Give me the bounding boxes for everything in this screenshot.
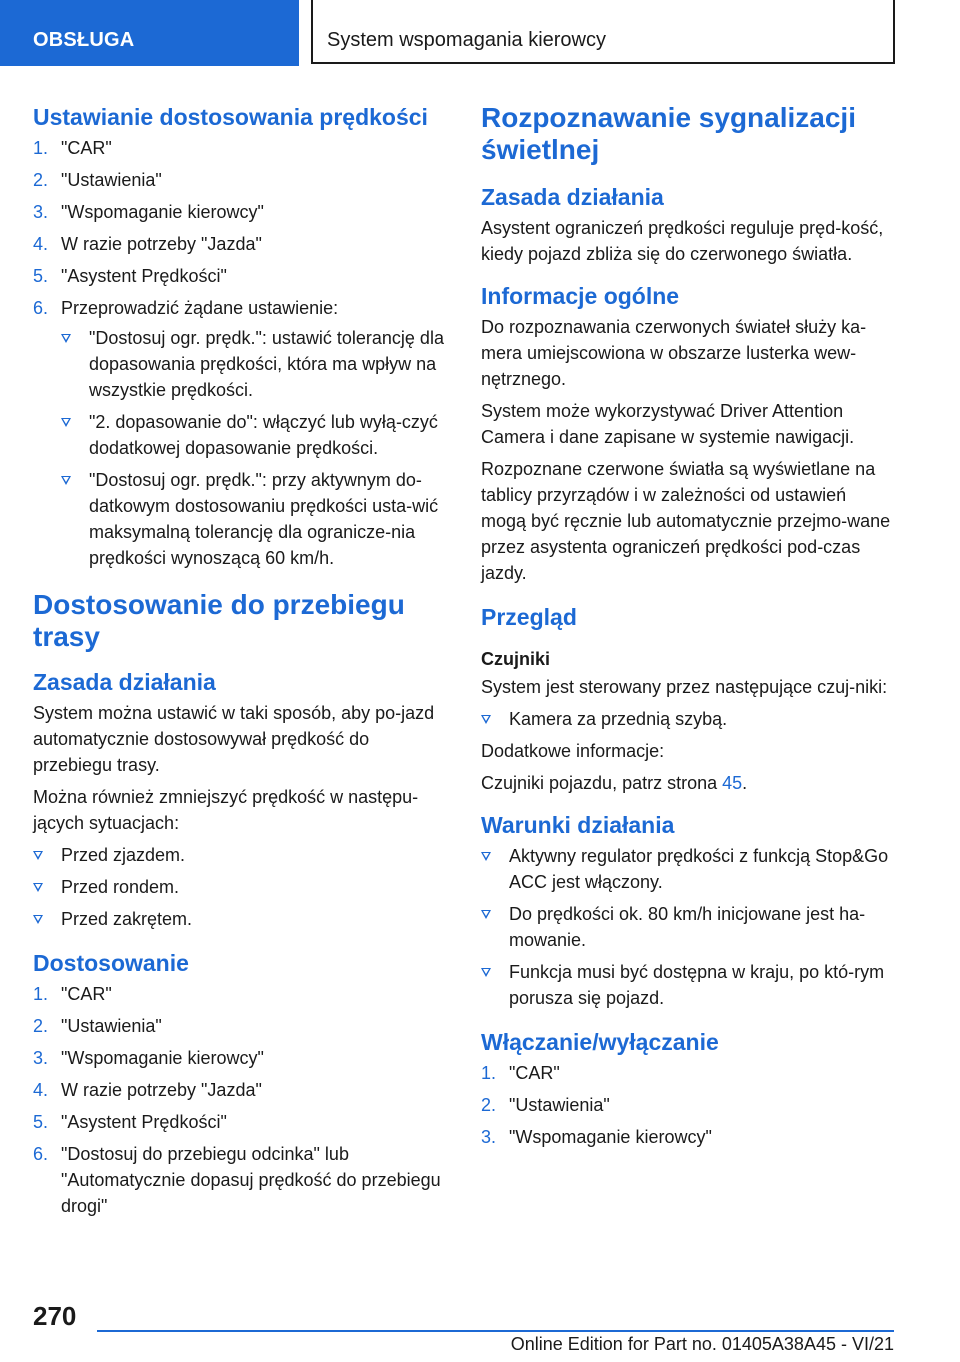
heading-overview: Przegląd: [481, 604, 577, 630]
bullet-text: "Dostosuj ogr. prędk.": przy aktywnym do‐datkowym dostosowaniu prędkości usta‐wić maksymalną tolerancję dla ogranicze‐nia prędkości wynoszącą 60 km/h.: [89, 470, 439, 568]
list-item: [33, 1045, 445, 1071]
bullet-text: "2. dopasowanie do": włączyć lub wyłą‐czyć dodatkowej dopasowanie prędkości.: [89, 412, 438, 458]
triangle-bullet-icon: [481, 852, 491, 861]
step-number: 1.: [33, 984, 49, 1004]
list-item: [33, 1109, 445, 1135]
triangle-bullet-icon: [33, 851, 43, 860]
list-item: [33, 231, 445, 257]
triangle-bullet-icon: [481, 968, 491, 977]
bullet-text: Przed zakrętem.: [61, 909, 193, 929]
step-number: 1.: [481, 1063, 497, 1083]
heading-speed-adjustment: Ustawianie dostosowania prędkości: [33, 104, 428, 130]
edition-note: Online Edition for Part no. 01405A38A45 - VI/21: [510, 1334, 894, 1354]
step-text: "Asystent Prędkości": [61, 1112, 227, 1132]
left-column: [33, 102, 445, 1225]
step-text: Przeprowadzić żądane ustawienie:: [61, 298, 339, 318]
list-item: [33, 1141, 445, 1219]
cross-ref-text: Czujniki pojazdu, patrz strona: [481, 773, 723, 793]
list-item: [61, 409, 445, 461]
step-text: W razie potrzeby "Jazda": [61, 234, 262, 254]
paragraph: System można ustawić w taki sposób, aby po‐jazd automatycznie dostosowywał prędkość do przebiegu trasy.: [33, 703, 435, 775]
step-text: "CAR": [509, 1063, 560, 1083]
step-number: 5.: [33, 1112, 49, 1132]
conditions-list: [481, 843, 893, 1011]
paragraph: Można również zmniejszyć prędkość w następu‐jących sytuacjach:: [33, 787, 419, 833]
list-item: [481, 1124, 893, 1150]
paragraph: Rozpoznane czerwone światła są wyświetlane na tablicy przyrządów i w zależności od ustawień mogą być ręcznie lub automatycznie przejmo‐wane przez asystenta ograniczeń prędkości pod‐czas jazdy.: [481, 459, 891, 583]
chapter-title: System wspomagania kierowcy: [311, 0, 895, 64]
paragraph: System może wykorzystywać Driver Attention Camera i dane zapisane w systemie nawigacji.: [481, 401, 855, 447]
step-text: "Dostosuj do przebiegu odcinka" lub "Automatycznie dopasuj prędkość do przebiegu drogi": [61, 1144, 441, 1216]
list-item: [481, 1092, 893, 1118]
step-text: "Ustawienia": [61, 1016, 162, 1036]
triangle-bullet-icon: [33, 883, 43, 892]
step-text: W razie potrzeby "Jazda": [61, 1080, 262, 1100]
triangle-bullet-icon: [481, 910, 491, 919]
step-text: "Wspomaganie kierowcy": [509, 1127, 712, 1147]
heading-adjustment: Dostosowanie: [33, 950, 189, 976]
step-text: "Wspomaganie kierowcy": [61, 202, 264, 222]
heading-conditions: Warunki działania: [481, 812, 675, 838]
list-item: [481, 901, 893, 953]
step-text: "Ustawienia": [61, 170, 162, 190]
list-item: [33, 199, 445, 225]
paragraph: Asystent ograniczeń prędkości reguluje pręd‐kość, kiedy pojazd zbliża się do czerwonego światła.: [481, 218, 884, 264]
situations-list: [33, 842, 445, 932]
list-item: [481, 843, 893, 895]
heading-sensors: Czujniki: [481, 649, 551, 669]
triangle-bullet-icon: [33, 915, 43, 924]
heading-general-info: Informacje ogólne: [481, 283, 680, 309]
page-number: 270: [33, 1301, 77, 1331]
step-text: "Ustawienia": [509, 1095, 610, 1115]
sub-bullet-list: [61, 325, 445, 571]
step-text: "Asystent Prędkości": [61, 266, 227, 286]
list-item: [33, 135, 445, 161]
steps-on-off: [481, 1060, 893, 1150]
step-number: 6.: [33, 1144, 49, 1164]
step-number: 2.: [33, 1016, 49, 1036]
step-number: 5.: [33, 266, 49, 286]
steps-speed-adjustment: [33, 135, 445, 571]
step-text: "Wspomaganie kierowcy": [61, 1048, 264, 1068]
section-tab: OBSŁUGA: [0, 0, 299, 66]
step-number: 1.: [33, 138, 49, 158]
page-link[interactable]: 45: [722, 773, 743, 793]
list-item: [481, 959, 893, 1011]
list-item: [33, 1077, 445, 1103]
triangle-bullet-icon: [61, 418, 71, 427]
step-text: "CAR": [61, 138, 112, 158]
list-item: [61, 325, 445, 403]
step-text: "CAR": [61, 984, 112, 1004]
triangle-bullet-icon: [481, 715, 491, 724]
list-item: [33, 295, 445, 571]
paragraph: System jest sterowany przez następujące czuj‐niki:: [481, 677, 888, 697]
sensors-list: [481, 706, 893, 732]
list-item: [481, 706, 893, 732]
list-item: [481, 1060, 893, 1086]
footer-divider: [97, 1330, 894, 1332]
heading-principle: Zasada działania: [33, 669, 216, 695]
page-header: [0, 0, 960, 66]
step-number: 6.: [33, 298, 49, 318]
heading-traffic-light-recognition: Rozpoznawanie sygnalizacji świetlnej: [481, 102, 856, 165]
list-item: [33, 1013, 445, 1039]
step-number: 3.: [33, 202, 49, 222]
bullet-text: Kamera za przednią szybą.: [509, 709, 728, 729]
paragraph: [481, 770, 893, 796]
step-number: 3.: [33, 1048, 49, 1068]
bullet-text: Do prędkości ok. 80 km/h inicjowane jest ha‐mowanie.: [509, 904, 866, 950]
heading-on-off: Włączanie/wyłączanie: [481, 1029, 719, 1055]
list-item: [33, 981, 445, 1007]
bullet-text: Funkcja musi być dostępna w kraju, po któ‐rym porusza się pojazd.: [509, 962, 885, 1008]
paragraph: Dodatkowe informacje:: [481, 741, 665, 761]
heading-principle: Zasada działania: [481, 184, 664, 210]
step-number: 4.: [33, 1080, 49, 1100]
bullet-text: "Dostosuj ogr. prędk.": ustawić tolerancję dla dopasowania prędkości, która ma wpływ na wszystkie prędkości.: [89, 328, 444, 400]
triangle-bullet-icon: [61, 476, 71, 485]
heading-route-adaptation: Dostosowanie do przebiegu trasy: [33, 589, 405, 652]
steps-adjustment: [33, 981, 445, 1219]
list-item: [61, 467, 445, 571]
right-column: [481, 102, 893, 1156]
step-number: 3.: [481, 1127, 497, 1147]
list-item: [33, 842, 445, 868]
list-item: [33, 167, 445, 193]
bullet-text: Przed rondem.: [61, 877, 180, 897]
bullet-text: Aktywny regulator prędkości z funkcją Stop&Go ACC jest włączony.: [509, 846, 889, 892]
paragraph: Do rozpoznawania czerwonych świateł służy ka‐mera umiejscowiona w obszarze lusterka wew‐nętrznego.: [481, 317, 867, 389]
punctuation: .: [742, 773, 748, 793]
list-item: [33, 263, 445, 289]
list-item: [33, 874, 445, 900]
step-number: 2.: [481, 1095, 497, 1115]
step-number: 4.: [33, 234, 49, 254]
triangle-bullet-icon: [61, 334, 71, 343]
step-number: 2.: [33, 170, 49, 190]
bullet-text: Przed zjazdem.: [61, 845, 186, 865]
list-item: [33, 906, 445, 932]
